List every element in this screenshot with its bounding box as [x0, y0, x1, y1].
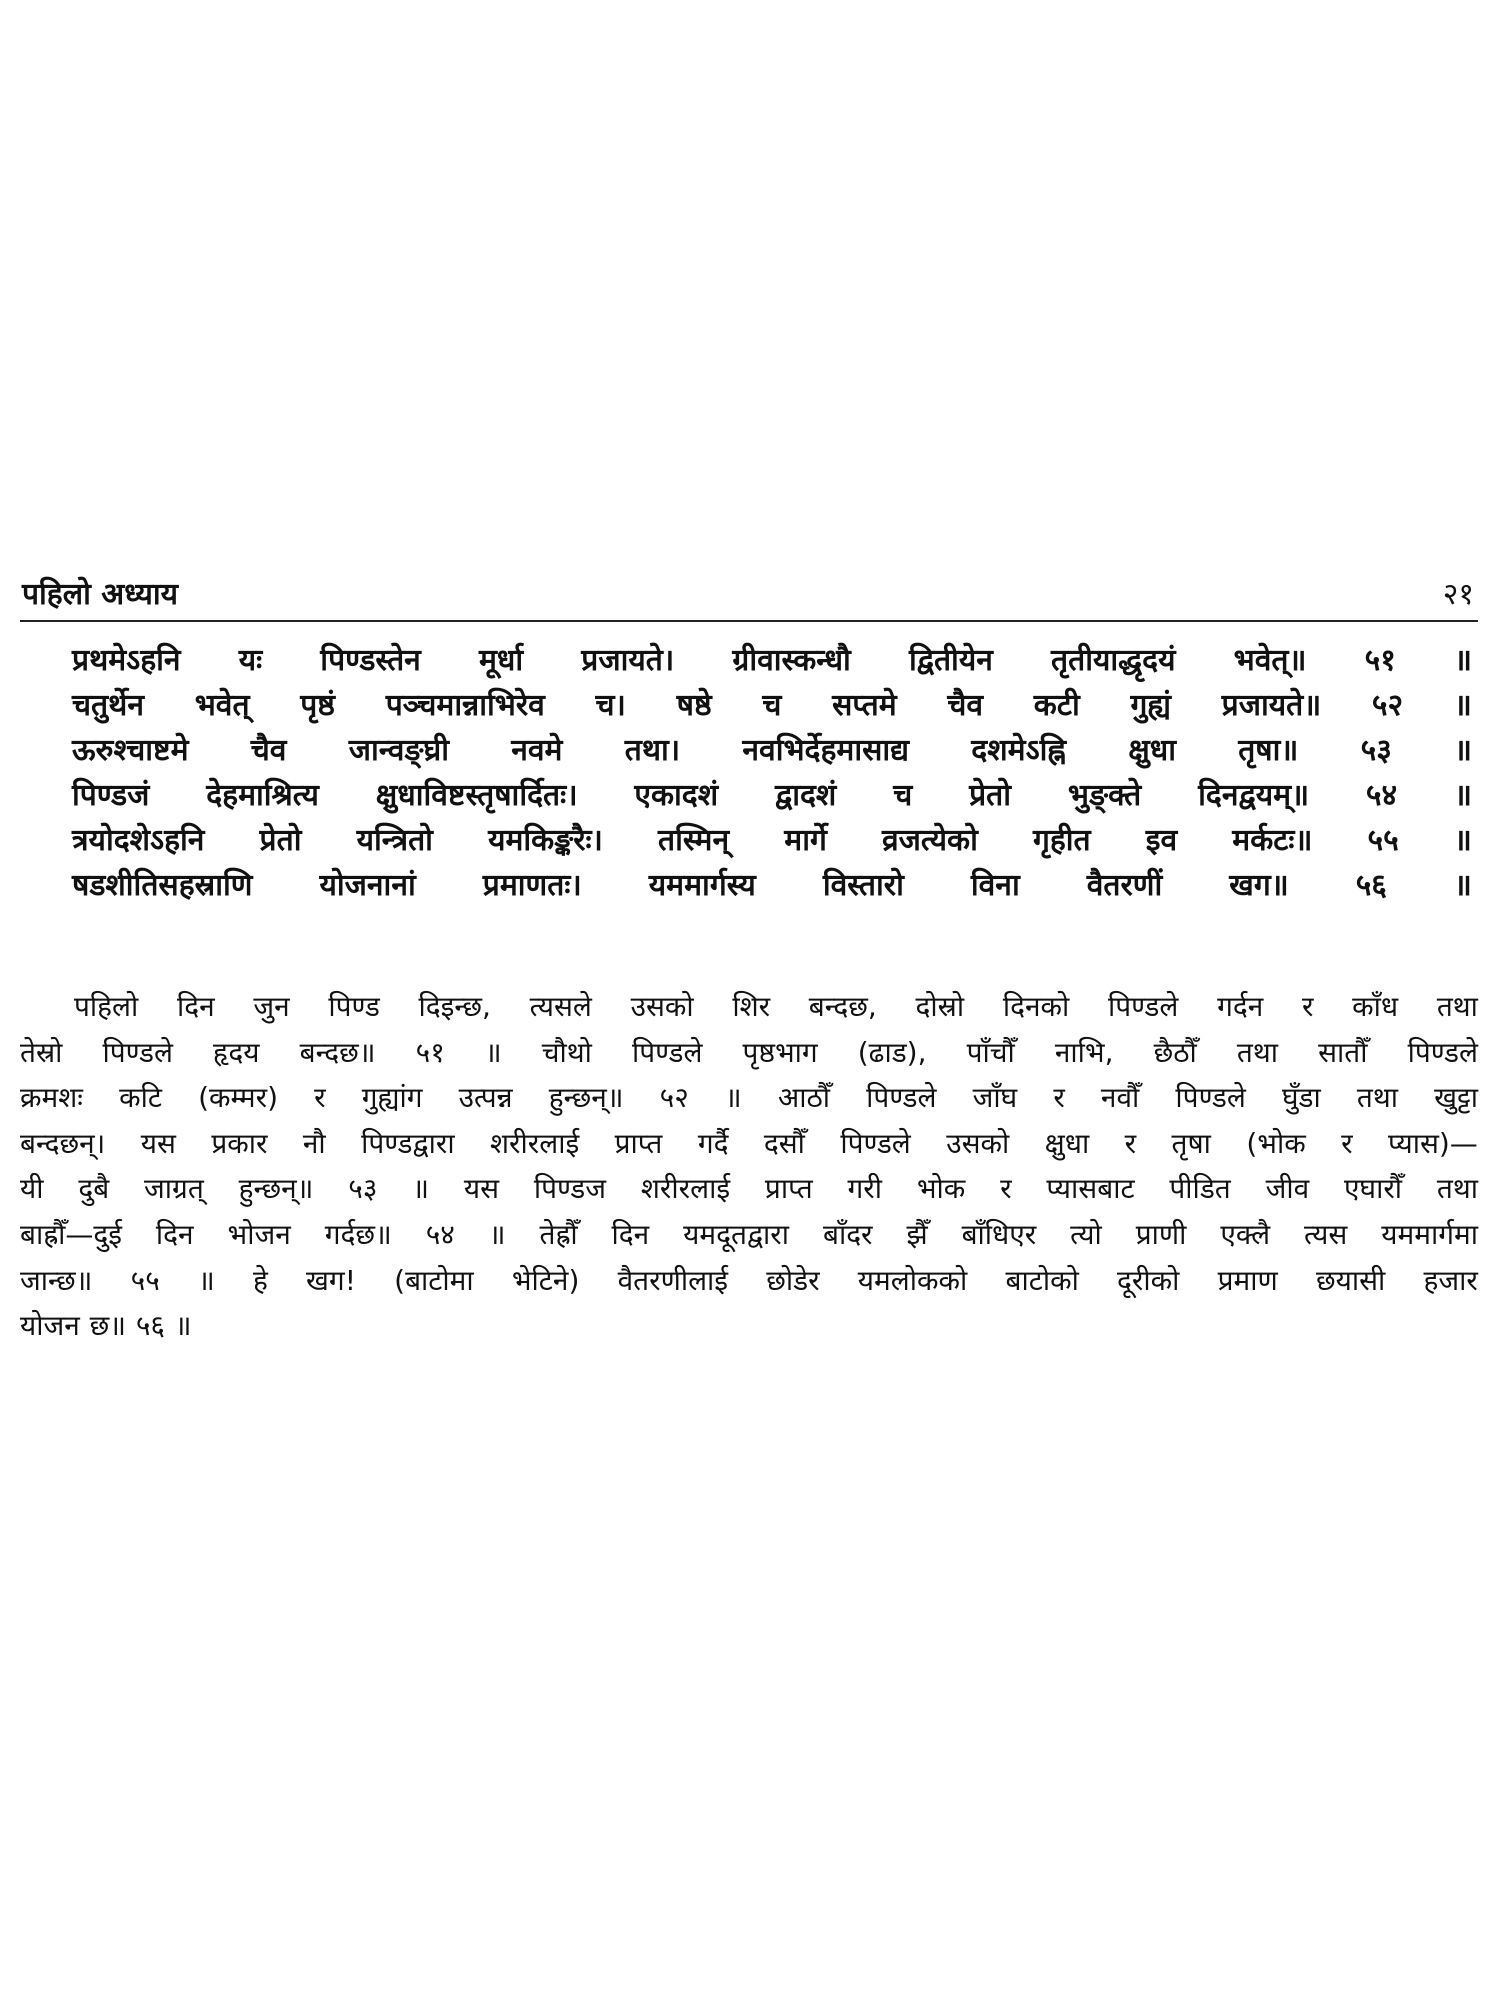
translation-word: ॥	[174, 1309, 192, 1343]
translation-word: ५६	[135, 1309, 165, 1343]
translation-word: ॥	[197, 1263, 215, 1297]
verse-word: भुङ्क्ते	[1067, 777, 1142, 813]
translation-word: पिण्डद्वारा	[361, 1126, 455, 1160]
translation-word: काँध	[1352, 990, 1399, 1023]
verse-word: ५१	[1364, 642, 1396, 678]
verse-word: पृष्ठं	[300, 687, 335, 723]
translation-word: छैठौँ	[1153, 1035, 1197, 1069]
translation-word: प्यासबाट	[1046, 1172, 1135, 1206]
translation-word: दिनको	[1002, 990, 1070, 1023]
verse-word: भवेत्॥	[1233, 642, 1307, 678]
verse-word: कटी	[1033, 687, 1080, 723]
verse-word: दिनद्वयम्॥	[1198, 777, 1310, 813]
translation-word: दूरीको	[1117, 1263, 1180, 1297]
verse-word: वैतरणीं	[1086, 867, 1163, 903]
verse-line	[72, 816, 1472, 860]
translation-word: तथा	[1436, 990, 1478, 1023]
translation-word: खुट्टा	[1434, 1081, 1478, 1115]
verse-word: षडशीतिसहस्राणि	[72, 867, 253, 903]
verse-word: च	[893, 777, 913, 813]
translation-word: हजार	[1423, 1263, 1478, 1297]
verse-word: क्षुधा	[1128, 732, 1176, 768]
translation-word: सातौँ	[1318, 1035, 1368, 1069]
page-header	[20, 568, 1478, 622]
translation-word: पिण्डले	[102, 1035, 173, 1069]
translation-word: क्रमशः	[20, 1081, 83, 1115]
translation-word: शरीरलाई	[490, 1126, 580, 1160]
translation-word: ५१	[415, 1035, 445, 1069]
translation-line	[20, 1303, 1478, 1349]
translation-word: ॥	[412, 1172, 430, 1206]
translation-line	[20, 1212, 1478, 1258]
verse-line	[72, 861, 1472, 905]
verse-word: ॥	[1453, 777, 1472, 813]
verse-word: ॥	[1453, 642, 1472, 678]
verse-word: योजनानां	[319, 867, 416, 903]
verse-word: ५६	[1355, 867, 1387, 903]
translation-line	[20, 984, 1478, 1030]
translation-word: पिण्डले	[1407, 1035, 1478, 1069]
translation-word: वैतरणीलाई	[617, 1263, 729, 1297]
translation-word: र	[1053, 1081, 1065, 1115]
translation-word: त्यो	[1070, 1217, 1102, 1251]
translation-word: प्रकार	[211, 1126, 268, 1160]
translation-word: छयासी	[1315, 1263, 1386, 1297]
verse-word: यममार्गस्य	[648, 867, 756, 903]
verse-word: दशमेऽह्नि	[971, 732, 1067, 768]
verse-word: ॥	[1453, 687, 1472, 723]
translation-word: आठौँ	[777, 1081, 830, 1115]
translation-word: ५५	[130, 1263, 160, 1297]
sanskrit-verses	[72, 636, 1472, 906]
translation-word: तथा	[1356, 1081, 1398, 1115]
verse-word: च।	[595, 687, 626, 723]
translation-word: यी	[20, 1172, 44, 1206]
translation-word: गरी	[847, 1172, 882, 1206]
verse-word: ५५	[1367, 822, 1399, 858]
translation-word: ॥	[724, 1081, 742, 1115]
verse-word: तथा।	[624, 732, 681, 768]
verse-word: क्षुधाविष्टस्तृषार्दितः।	[375, 777, 578, 813]
translation-word: गर्दन	[1217, 990, 1264, 1023]
translation-word: (कम्मर)	[198, 1081, 278, 1115]
verse-line	[72, 771, 1472, 815]
translation-word: दुबै	[78, 1172, 110, 1206]
verse-word: त्रयोदशेऽहनि	[72, 822, 205, 858]
verse-word: प्रथमेऽहनि	[72, 642, 181, 678]
verse-word: पिण्डस्तेन	[320, 642, 421, 678]
verse-word: ऊरुश्चाष्टमे	[72, 732, 189, 768]
translation-word: प्रमाण	[1217, 1263, 1278, 1297]
translation-word: यममार्गमा	[1381, 1217, 1478, 1251]
verse-word: ५३	[1360, 732, 1392, 768]
translation-word: गर्दछ॥	[324, 1217, 392, 1251]
translation-word: जीव	[1265, 1172, 1310, 1206]
translation-word: प्राप्त	[764, 1172, 813, 1206]
translation-word: पिण्डले	[1175, 1081, 1246, 1115]
translation-word: दसौँ	[763, 1126, 805, 1160]
verse-word: गुह्यं	[1130, 687, 1171, 723]
verse-word: विस्तारो	[822, 867, 904, 903]
translation-word: गुह्यांग	[361, 1081, 423, 1115]
translation-word: त्यसले	[529, 990, 592, 1023]
page-number: २१	[1442, 577, 1474, 612]
verse-word: गृहीत	[1032, 822, 1091, 858]
verse-word: तृतीयाद्धृदयं	[1051, 642, 1176, 678]
translation-word: यमदूतद्वारा	[683, 1217, 790, 1251]
verse-word: यः	[238, 642, 263, 678]
translation-word: तथा	[1236, 1035, 1278, 1069]
translation-word: पिण्डज	[533, 1172, 607, 1206]
verse-line	[72, 726, 1472, 770]
translation-word: भोक	[916, 1172, 966, 1206]
translation-word: ५३	[348, 1172, 378, 1206]
translation-word: तृषा	[1171, 1126, 1211, 1160]
verse-word: खग॥	[1229, 867, 1289, 903]
translation-word: र	[1124, 1126, 1137, 1160]
translation-word: खग!	[306, 1263, 356, 1297]
translation-word: भोजन	[227, 1217, 291, 1251]
verse-word: ॥	[1454, 732, 1472, 768]
verse-word: प्रजायते॥	[1221, 687, 1322, 723]
verse-word: नवभिर्देहमासाद्य	[742, 732, 910, 768]
translation-word: त्यस	[1304, 1217, 1348, 1251]
verse-word: ५२	[1371, 687, 1404, 723]
translation-word: ॥	[488, 1217, 506, 1251]
verse-word: नवमे	[511, 732, 563, 768]
verse-word: प्रमाणतः।	[482, 867, 582, 903]
verse-word: भवेत्	[194, 687, 250, 723]
translation-word: पहिलो	[74, 990, 139, 1023]
chapter-title: पहिलो अध्याय	[22, 577, 179, 612]
verse-word: मूर्धा	[478, 642, 524, 678]
verse-line	[72, 681, 1472, 725]
translation-word: एघारौँ	[1344, 1172, 1403, 1206]
translation-word: पिण्डले	[632, 1035, 703, 1069]
verse-word: द्वितीयेन	[908, 642, 993, 678]
translation-word: शिर	[732, 990, 771, 1023]
verse-word: च	[762, 687, 782, 723]
translation-word: ५२	[659, 1081, 689, 1115]
verse-word: यमकिङ्करैः।	[488, 822, 603, 858]
translation-word: प्यास)—	[1388, 1126, 1478, 1160]
translation-word: बन्दछन्।	[20, 1126, 106, 1160]
translation-word: दिन	[155, 1217, 194, 1251]
verse-word: देहमाश्रित्य	[206, 777, 319, 813]
translation-word: ५४	[425, 1217, 455, 1251]
translation-word: यस	[140, 1126, 176, 1160]
verse-word: द्वादशं	[774, 777, 837, 813]
translation-word: जाग्रत्	[144, 1172, 204, 1206]
translation-word: झैँ	[906, 1217, 928, 1251]
verse-word: चैव	[250, 732, 287, 768]
translation-word: पिण्डले	[840, 1126, 911, 1160]
translation-word: बाह्रौँ—दुई	[20, 1217, 122, 1251]
translation-line	[20, 1075, 1478, 1121]
translation-word: चौथो	[541, 1035, 592, 1069]
translation-word: जुन	[253, 990, 290, 1023]
verse-word: व्रजत्येको	[881, 822, 978, 858]
translation-line	[20, 1166, 1478, 1212]
translation-word: नौ	[302, 1126, 326, 1160]
verse-line	[72, 636, 1472, 680]
verse-word: इव	[1145, 822, 1178, 858]
translation-word: हृदय	[213, 1035, 260, 1069]
verse-word: पञ्चमान्नाभिरेव	[385, 687, 545, 723]
translation-word: बाँधिएर	[961, 1217, 1037, 1251]
verse-word: तृषा॥	[1238, 732, 1299, 768]
translation-word: भेटिने)	[511, 1263, 580, 1297]
translation-word: छोडेर	[766, 1263, 820, 1297]
translation-word: तेस्रो	[20, 1035, 63, 1069]
translation-word: उसको	[946, 1126, 1010, 1160]
translation-word: पिण्ड	[328, 990, 380, 1023]
translation-word: एक्लै	[1220, 1217, 1271, 1251]
translation-word: कटि	[119, 1081, 162, 1115]
verse-word: चतुर्थेन	[72, 687, 144, 723]
translation-word: हुन्छन्॥	[548, 1081, 624, 1115]
translation-word: र	[1000, 1172, 1012, 1206]
translation-word: उसको	[630, 990, 694, 1023]
translation-word: (बाटोमा	[394, 1263, 474, 1297]
translation-word: योजन	[20, 1309, 80, 1343]
verse-word: मर्कटः॥	[1232, 822, 1313, 858]
verse-word: एकादशं	[634, 777, 719, 813]
translation-word: नवौँ	[1100, 1081, 1140, 1115]
translation-word: बन्दछ,	[808, 990, 877, 1023]
translation-word: गर्दै	[697, 1126, 729, 1160]
translation-word: तथा	[1436, 1172, 1478, 1206]
translation-word: र	[314, 1081, 326, 1115]
translation-word: पिण्डले	[1107, 990, 1179, 1023]
translation-word: क्षुधा	[1044, 1126, 1090, 1160]
translation-word: बन्दछ॥	[299, 1035, 376, 1069]
verse-word: ग्रीवास्कन्धौ	[732, 642, 851, 678]
translation-word: यस	[463, 1172, 500, 1206]
translation-word: दोस्रो	[915, 990, 965, 1023]
translation-word: र	[1341, 1126, 1353, 1160]
translation-word: नाभि,	[1054, 1035, 1114, 1069]
translation-word: घुँडा	[1281, 1081, 1321, 1115]
translation-word: शरीरलाई	[640, 1172, 731, 1206]
verse-word: प्रेतो	[259, 822, 302, 858]
verse-word: चैव	[947, 687, 984, 723]
verse-word: मार्गे	[784, 822, 827, 858]
translation-word: बाटोको	[1005, 1263, 1079, 1297]
translation-word: पिण्डले	[866, 1081, 937, 1115]
translation-word: जाँघ	[972, 1081, 1018, 1115]
translation-word: (ढाड),	[857, 1035, 927, 1069]
translation-word: दिइन्छ,	[418, 990, 491, 1023]
verse-word: विना	[970, 867, 1020, 903]
translation-word: र	[1301, 990, 1314, 1023]
verse-word: यन्त्रितो	[356, 822, 433, 858]
verse-word: सप्तमे	[832, 687, 897, 723]
verse-word: प्रजायते।	[581, 642, 675, 678]
verse-word: ॥	[1453, 822, 1472, 858]
translation-word: पृष्ठभाग	[742, 1035, 818, 1069]
verse-word: ५४	[1365, 777, 1398, 813]
translation-word: यमलोकको	[857, 1263, 968, 1297]
translation-word: पाँचौँ	[966, 1035, 1015, 1069]
translation-line	[20, 1121, 1478, 1167]
translation-word: पीडित	[1169, 1172, 1231, 1206]
verse-word: प्रेतो	[969, 777, 1012, 813]
translation-word: बाँदर	[822, 1217, 873, 1251]
translation-word: दिन	[176, 990, 215, 1023]
verse-word: जान्वङ्घ्री	[348, 732, 449, 768]
translation-word: ॥	[484, 1035, 502, 1069]
translation-word: हे	[252, 1263, 268, 1297]
translation-word: उत्पन्न	[458, 1081, 513, 1115]
translation-line	[20, 1258, 1478, 1304]
verse-word: ॥	[1453, 867, 1472, 903]
translation-word: हुन्छन्॥	[238, 1172, 314, 1206]
translation-word: छ॥	[89, 1309, 127, 1343]
verse-word: पिण्डजं	[72, 777, 150, 813]
translation-line	[20, 1030, 1478, 1076]
translation-word: (भोक	[1246, 1126, 1306, 1160]
translation-word: प्राप्त	[614, 1126, 663, 1160]
nepali-translation	[20, 984, 1478, 1349]
translation-word: प्राणी	[1135, 1217, 1187, 1251]
translation-word: दिन	[611, 1217, 650, 1251]
translation-word: जान्छ॥	[20, 1263, 93, 1297]
translation-word: तेह्रौँ	[539, 1217, 578, 1251]
verse-word: षष्ठे	[676, 687, 712, 723]
verse-word: तस्मिन्	[658, 822, 730, 858]
